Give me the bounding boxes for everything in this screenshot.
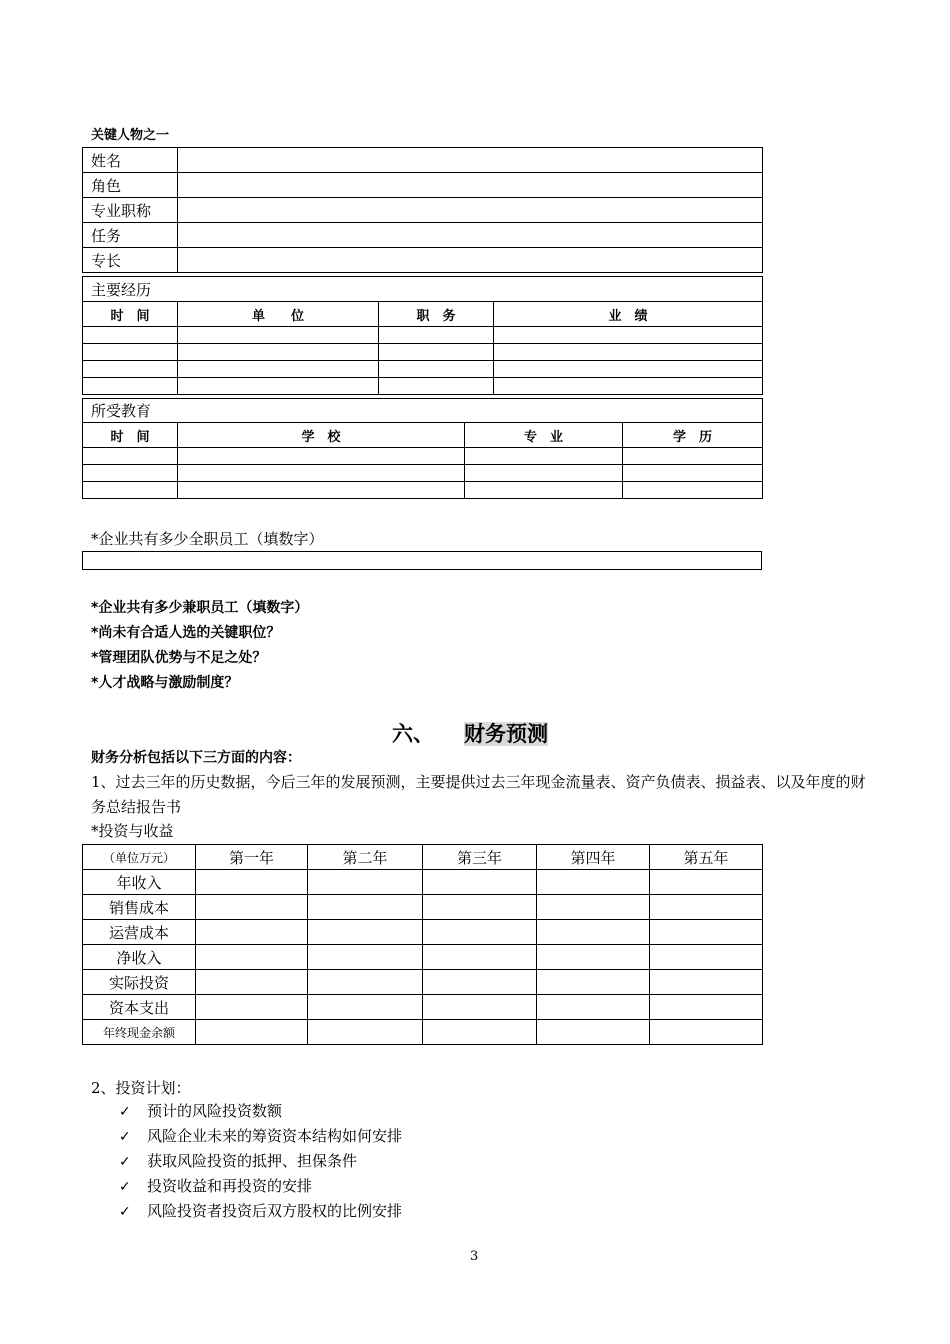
section-number: 六、 <box>392 722 434 746</box>
education-header: 学 历 <box>623 423 763 448</box>
plan-list <box>119 1099 402 1224</box>
finance-cell[interactable] <box>423 920 537 945</box>
education-row <box>83 482 763 499</box>
experience-cell[interactable] <box>178 344 379 361</box>
finance-intro: 财务分析包括以下三方面的内容： <box>91 750 301 766</box>
year-header: 第三年 <box>423 845 537 870</box>
finance-row-label: 资本支出 <box>83 995 196 1020</box>
plan-item-text: 风险投资者投资后双方股权的比例安排 <box>147 1202 403 1220</box>
finance-row-label: 实际投资 <box>83 970 196 995</box>
experience-cell[interactable] <box>83 327 178 344</box>
finance-cell[interactable] <box>196 870 308 895</box>
finance-row-label: 年终现金余额 <box>83 1020 196 1045</box>
finance-row-label: 净收入 <box>83 945 196 970</box>
finance-cell[interactable] <box>650 1020 763 1045</box>
education-cell[interactable] <box>465 482 623 499</box>
field-row <box>83 198 763 223</box>
question-item: *管理团队优势与不足之处？ <box>91 650 267 666</box>
finance-cell[interactable] <box>308 1020 423 1045</box>
item1-text: 1、过去三年的历史数据，今后三年的发展预测，主要提供过去三年现金流量表、资产负债表、损益表、以及年度的财务总结报告书 <box>91 773 866 816</box>
question-item: *企业共有多少兼职员工（填数字） <box>91 600 309 616</box>
experience-header: 时 间 <box>83 302 178 327</box>
finance-cell[interactable] <box>196 970 308 995</box>
field-row <box>83 173 763 198</box>
experience-cell[interactable] <box>379 361 494 378</box>
finance-cell[interactable] <box>537 1020 650 1045</box>
education-cell[interactable] <box>465 465 623 482</box>
finance-cell[interactable] <box>196 1020 308 1045</box>
education-row <box>83 465 763 482</box>
education-cell[interactable] <box>623 448 763 465</box>
experience-table <box>82 276 763 395</box>
plan-item <box>119 1174 402 1199</box>
finance-cell[interactable] <box>308 895 423 920</box>
education-cell[interactable] <box>465 448 623 465</box>
plan-item-text: 风险企业未来的筹资资本结构如何安排 <box>147 1127 403 1145</box>
field-row <box>83 148 763 173</box>
experience-cell[interactable] <box>494 327 763 344</box>
finance-row <box>83 920 763 945</box>
check-icon: ✓ <box>119 1154 131 1170</box>
key-person-table <box>82 147 763 273</box>
question-item: *人才战略与激励制度？ <box>91 675 239 691</box>
experience-cell[interactable] <box>83 344 178 361</box>
finance-row <box>83 945 763 970</box>
finance-cell[interactable] <box>423 995 537 1020</box>
unit-label: （单位万元） <box>83 845 196 870</box>
page-number: 3 <box>470 1249 479 1264</box>
experience-label: 主要经历 <box>83 277 763 302</box>
finance-cell[interactable] <box>650 995 763 1020</box>
finance-cell[interactable] <box>423 1020 537 1045</box>
finance-cell[interactable] <box>423 945 537 970</box>
finance-cell[interactable] <box>308 945 423 970</box>
field-label: 姓名 <box>83 148 178 173</box>
education-cell[interactable] <box>623 465 763 482</box>
year-header: 第一年 <box>196 845 308 870</box>
experience-cell[interactable] <box>83 378 178 395</box>
finance-cell[interactable] <box>537 870 650 895</box>
field-row <box>83 223 763 248</box>
experience-header: 职 务 <box>379 302 494 327</box>
finance-cell[interactable] <box>423 970 537 995</box>
finance-cell[interactable] <box>308 870 423 895</box>
finance-cell[interactable] <box>537 895 650 920</box>
education-row <box>83 448 763 465</box>
finance-cell[interactable] <box>196 895 308 920</box>
question-item: *尚未有合适人选的关键职位？ <box>91 625 281 641</box>
plan-item <box>119 1199 402 1224</box>
finance-row-label: 年收入 <box>83 870 196 895</box>
experience-row <box>83 378 763 395</box>
year-header: 第二年 <box>308 845 423 870</box>
plan-item <box>119 1124 402 1149</box>
experience-cell[interactable] <box>178 378 379 395</box>
finance-cell[interactable] <box>308 995 423 1020</box>
field-value[interactable] <box>178 173 763 198</box>
education-header: 学 校 <box>178 423 465 448</box>
finance-row <box>83 995 763 1020</box>
finance-cell[interactable] <box>537 970 650 995</box>
check-icon: ✓ <box>119 1179 131 1195</box>
experience-cell[interactable] <box>494 344 763 361</box>
finance-cell[interactable] <box>308 970 423 995</box>
education-label: 所受教育 <box>83 399 763 423</box>
item2-text: 2、投资计划： <box>91 1079 191 1097</box>
experience-cell[interactable] <box>83 361 178 378</box>
experience-row <box>83 344 763 361</box>
education-cell[interactable] <box>83 482 178 499</box>
experience-cell[interactable] <box>178 327 379 344</box>
finance-row-label: 运营成本 <box>83 920 196 945</box>
education-header: 专 业 <box>465 423 623 448</box>
check-icon: ✓ <box>119 1104 131 1120</box>
finance-row <box>83 870 763 895</box>
investment-label: *投资与收益 <box>91 822 174 840</box>
field-row <box>83 248 763 273</box>
finance-row-label: 销售成本 <box>83 895 196 920</box>
fulltime-question: *企业共有多少全职员工（填数字） <box>91 530 324 548</box>
finance-cell[interactable] <box>423 870 537 895</box>
plan-item-text: 投资收益和再投资的安排 <box>147 1177 313 1195</box>
finance-cell[interactable] <box>650 970 763 995</box>
finance-cell[interactable] <box>423 895 537 920</box>
finance-cell[interactable] <box>196 920 308 945</box>
education-cell[interactable] <box>178 448 465 465</box>
finance-table <box>82 844 763 1045</box>
education-table <box>82 398 763 499</box>
finance-cell[interactable] <box>650 945 763 970</box>
finance-cell[interactable] <box>196 995 308 1020</box>
finance-row <box>83 1020 763 1045</box>
experience-cell[interactable] <box>494 361 763 378</box>
field-label: 专长 <box>83 248 178 273</box>
plan-item <box>119 1099 402 1124</box>
finance-cell[interactable] <box>650 870 763 895</box>
key-person-heading: 关键人物之一 <box>91 128 170 143</box>
field-label: 任务 <box>83 223 178 248</box>
education-cell[interactable] <box>178 482 465 499</box>
experience-row <box>83 327 763 344</box>
finance-cell[interactable] <box>537 920 650 945</box>
finance-row <box>83 895 763 920</box>
finance-cell[interactable] <box>537 945 650 970</box>
section-title <box>392 718 548 748</box>
education-header: 时 间 <box>83 423 178 448</box>
experience-cell[interactable] <box>178 361 379 378</box>
education-cell[interactable] <box>83 465 178 482</box>
plan-item-text: 预计的风险投资数额 <box>147 1102 283 1120</box>
experience-header: 单 位 <box>178 302 379 327</box>
experience-cell[interactable] <box>379 327 494 344</box>
field-label: 角色 <box>83 173 178 198</box>
experience-row <box>83 361 763 378</box>
field-value[interactable] <box>178 198 763 223</box>
experience-cell[interactable] <box>379 378 494 395</box>
experience-header: 业 绩 <box>494 302 763 327</box>
experience-cell[interactable] <box>494 378 763 395</box>
bold-questions <box>91 596 308 696</box>
year-header: 第五年 <box>650 845 763 870</box>
plan-item-text: 获取风险投资的抵押、担保条件 <box>147 1152 358 1170</box>
fulltime-answer-field[interactable] <box>82 551 762 570</box>
education-cell[interactable] <box>178 465 465 482</box>
education-cell[interactable] <box>83 448 178 465</box>
section-title-text: 财务预测 <box>464 722 548 746</box>
education-cell[interactable] <box>623 482 763 499</box>
field-value[interactable] <box>178 148 763 173</box>
plan-item <box>119 1149 402 1174</box>
finance-cell[interactable] <box>650 895 763 920</box>
finance-row <box>83 970 763 995</box>
finance-cell[interactable] <box>650 920 763 945</box>
finance-cell[interactable] <box>537 995 650 1020</box>
field-value[interactable] <box>178 248 763 273</box>
field-value[interactable] <box>178 223 763 248</box>
check-icon: ✓ <box>119 1204 131 1220</box>
field-label: 专业职称 <box>83 198 178 223</box>
finance-cell[interactable] <box>196 945 308 970</box>
check-icon: ✓ <box>119 1129 131 1145</box>
finance-cell[interactable] <box>308 920 423 945</box>
experience-cell[interactable] <box>379 344 494 361</box>
year-header: 第四年 <box>537 845 650 870</box>
